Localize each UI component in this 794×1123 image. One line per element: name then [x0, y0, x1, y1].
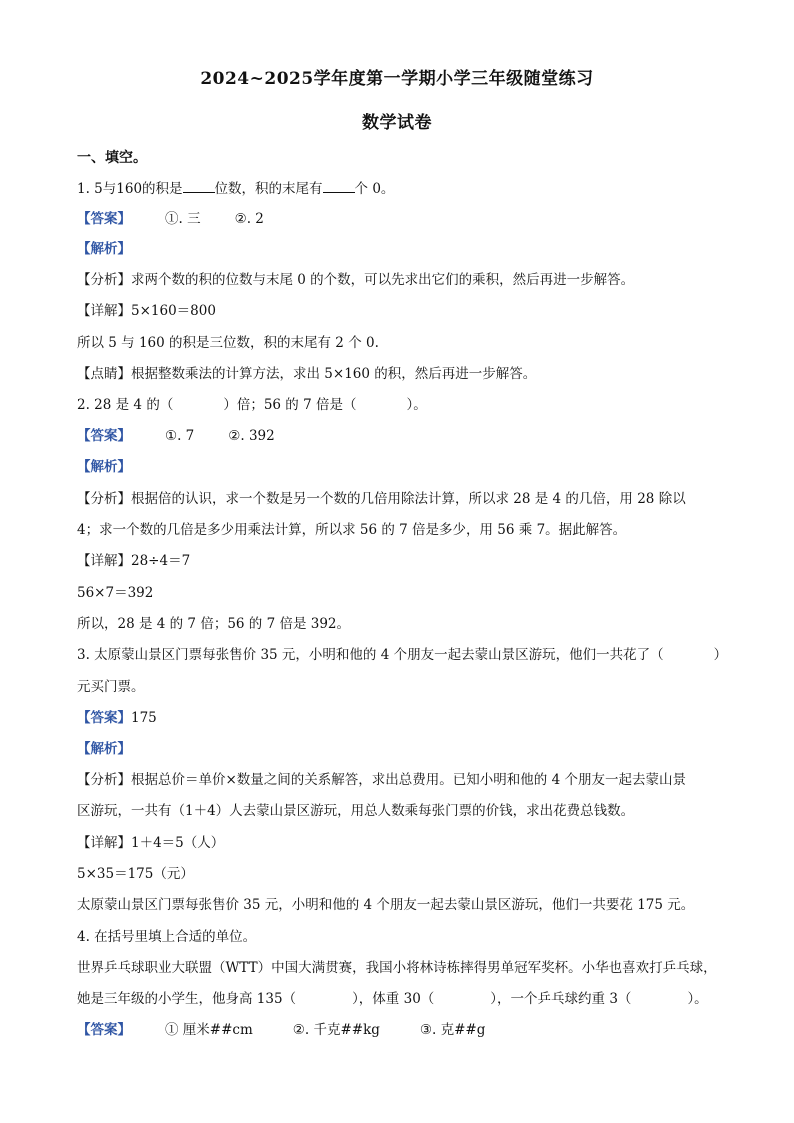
- q2-fenxi-1: 根据倍的认识，求一个数是另一个数的几倍用除法计算，所以求 28 是 4 的几倍，用 28 除以: [131, 491, 686, 507]
- q4-para-1: 世界乒乓球职业大联盟（WTT）中国大满贯赛，我国小将林诗栋摔得男单冠军奖杯。小华也喜欢打乒乓球，: [77, 960, 717, 976]
- q3-analysis-row: [77, 739, 727, 759]
- q1-answer-row: [77, 209, 727, 229]
- q1-blank-1: [183, 178, 215, 193]
- q4-para-2c: ），一个乒乓球约重 3（: [490, 991, 632, 1007]
- q4-para-2: [77, 989, 727, 1009]
- analysis-tag: 【解析】: [77, 741, 131, 757]
- q2-detail: 28÷4＝7: [131, 553, 191, 569]
- q1-comment: 根据整数乘法的计算方法，求出 5×160 的积，然后再进一步解答。: [131, 366, 537, 382]
- q1-blank-2: [323, 178, 355, 193]
- q1-answer-1: ①. 三: [165, 211, 201, 227]
- question-4: 4. 在括号里填上合适的单位。: [77, 929, 257, 945]
- page-subtitle: 数学试卷: [362, 113, 432, 133]
- q3-fenxi-2: 区游玩，一共有（1＋4）人去蒙山景区游玩，用总人数乘每张门票的价钱，求出花费总钱数。: [77, 803, 635, 819]
- q2-answer-row: [77, 426, 727, 446]
- q3-stem-1a: 3. 太原蒙山景区门票每张售价 35 元，小明和他的 4 个朋友一起去蒙山景区游玩，他们一共花了（: [77, 647, 664, 663]
- analysis-tag: 【解析】: [77, 459, 131, 475]
- detail-tag: 【详解】: [77, 303, 131, 319]
- answer-tag: 【答案】: [77, 710, 131, 726]
- q3-step-2: 5×35＝175（元）: [77, 866, 194, 882]
- q2-stem-b: ）倍；56 的 7 倍是（: [223, 397, 357, 413]
- page-title: 2024~2025学年度第一学期小学三年级随堂练习: [200, 69, 594, 89]
- comment-tag: 【点睛】: [77, 366, 131, 382]
- q3-conclusion: 太原蒙山景区门票每张售价 35 元，小明和他的 4 个朋友一起去蒙山景区游玩，他们一共要花 175 元。: [77, 897, 695, 913]
- q1-stem-a: 1. 5与160的积是: [77, 181, 183, 197]
- q1-analysis-row: [77, 239, 727, 259]
- q1-detail: 5×160＝800: [131, 303, 216, 319]
- q1-detail-row: [77, 301, 727, 321]
- q3-detail: 1＋4＝5（人）: [131, 835, 225, 851]
- q1-stem-b: 位数，积的末尾有: [214, 181, 323, 197]
- q1-stem-c: 个 0。: [354, 181, 395, 197]
- q3-stem-1b: ）: [713, 647, 728, 663]
- q1-fenxi: 求两个数的积的位数与末尾 0 的个数，可以先求出它们的乘积，然后再进一步解答。: [131, 272, 635, 288]
- question-3: [77, 645, 727, 665]
- q4-para-2b: ），体重 30（: [352, 991, 435, 1007]
- q1-answer-2: ②. 2: [234, 211, 264, 227]
- q3-answer: 175: [131, 710, 157, 726]
- question-2: [77, 395, 727, 415]
- answer-tag: 【答案】: [77, 211, 131, 227]
- section-heading: 一、填空。: [77, 150, 147, 166]
- q2-answer-1: ①. 7: [165, 428, 195, 444]
- q4-para-2d: ）。: [687, 991, 708, 1007]
- q2-answer-2: ②. 392: [228, 428, 275, 444]
- q2-detail-row: [77, 551, 727, 571]
- fenxi-tag: 【分析】: [77, 272, 131, 288]
- answer-tag: 【答案】: [77, 428, 131, 444]
- q2-fenxi-2: 4；求一个数的几倍是多少用乘法计算，所以求 56 的 7 倍是多少，用 56 乘 7。据此解答。: [77, 522, 627, 538]
- q3-fenxi-1: 根据总价＝单价×数量之间的关系解答，求出总费用。已知小明和他的 4 个朋友一起去蒙山景: [131, 772, 686, 788]
- q2-stem-a: 2. 28 是 4 的（: [77, 397, 174, 413]
- q4-answer-3: ③. 克##g: [419, 1022, 486, 1038]
- q1-fenxi-row: [77, 270, 727, 290]
- detail-tag: 【详解】: [77, 553, 131, 569]
- q4-answer-2: ②. 千克##kg: [292, 1022, 380, 1038]
- answer-tag: 【答案】: [77, 1022, 131, 1038]
- q1-conclusion: 所以 5 与 160 的积是三位数，积的末尾有 2 个 0.: [77, 335, 379, 351]
- q3-fenxi-row: [77, 770, 727, 790]
- detail-tag: 【详解】: [77, 835, 131, 851]
- q3-stem-2: 元买门票。: [77, 679, 145, 695]
- question-1: [77, 178, 727, 199]
- fenxi-tag: 【分析】: [77, 772, 131, 788]
- q3-answer-row: [77, 708, 727, 728]
- q2-analysis-row: [77, 457, 727, 477]
- analysis-tag: 【解析】: [77, 241, 131, 257]
- fenxi-tag: 【分析】: [77, 491, 131, 507]
- q4-answer-row: [77, 1020, 727, 1040]
- q2-stem-c: ）。: [406, 397, 427, 413]
- q4-para-2a: 她是三年级的小学生，他身高 135（: [77, 991, 297, 1007]
- q2-step-2: 56×7＝392: [77, 585, 154, 601]
- q2-conclusion: 所以，28 是 4 的 7 倍；56 的 7 倍是 392。: [77, 616, 351, 632]
- q2-fenxi-row: [77, 489, 727, 509]
- q3-detail-row: [77, 833, 727, 853]
- q1-comment-row: [77, 364, 727, 384]
- q4-answer-1: ① 厘米##cm: [165, 1022, 253, 1038]
